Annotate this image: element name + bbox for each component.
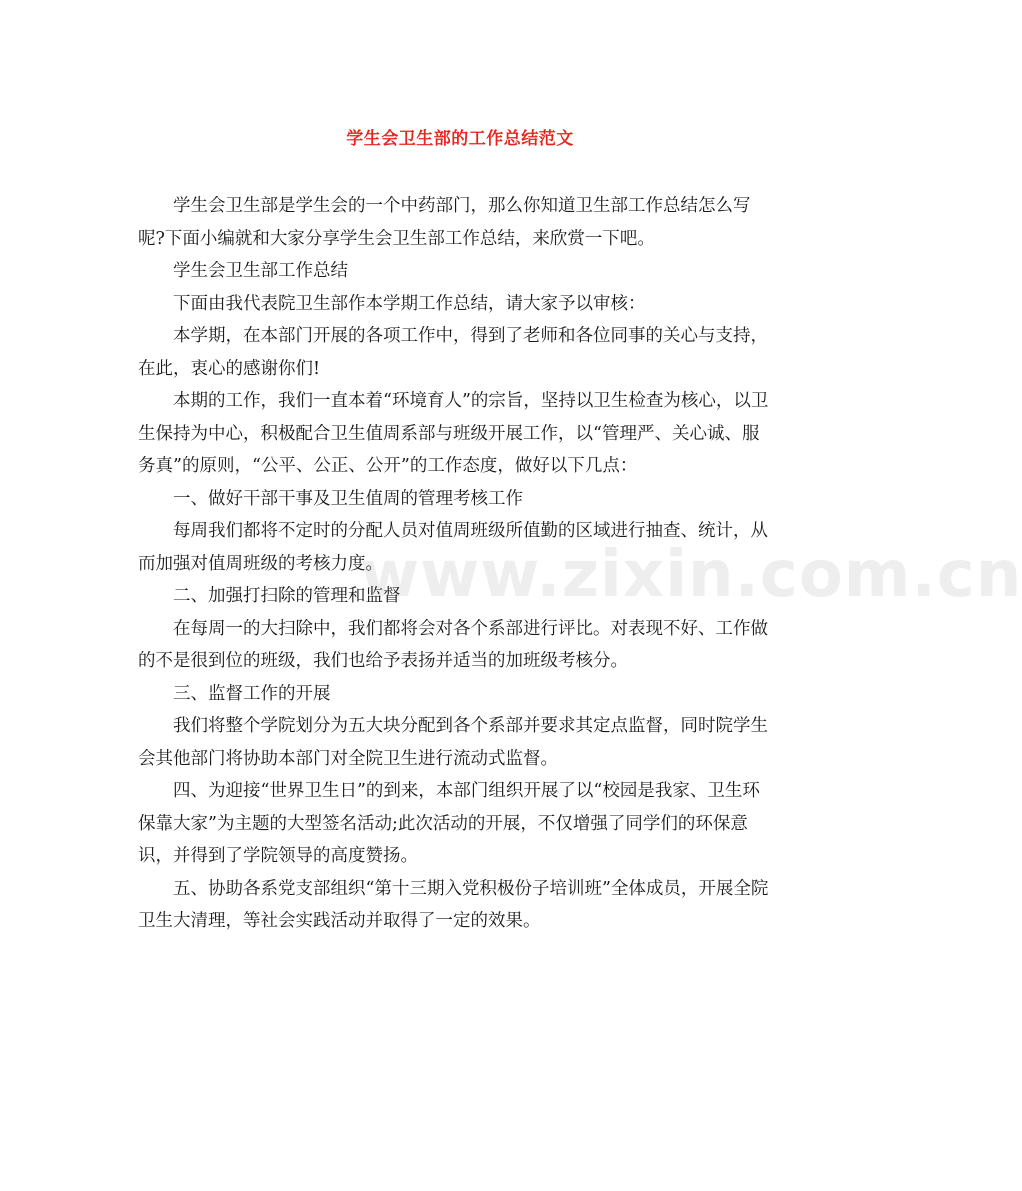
section-heading: 一、做好干部干事及卫生值周的管理考核工作 xyxy=(173,488,523,509)
paragraph: 每周我们都将不定时的分配人员对值周班级所值勤的区域进行抽查、统计，从而加强对值周班级的考核力度。 xyxy=(138,521,768,574)
paragraph: 我们将整个学院划分为五大块分配到各个系部并要求其定点监督，同时院学生会其他部门将协助本部门对全院卫生进行流动式监督。 xyxy=(138,716,768,769)
section-heading: 二、加强打扫除的管理和监督 xyxy=(173,586,401,606)
paragraph: 在每周一的大扫除中，我们都将会对各个系部进行评比。对表现不好、工作做的不是很到位的班级，我们也给予表扬并适当的加班级考核分。 xyxy=(138,618,768,671)
paragraph: 五、协助各系党支部组织“第十三期入党积极份子培训班”全体成员，开展全院卫生大清理，等社会实践活动并取得了一定的效果。 xyxy=(138,878,769,931)
paragraph-subtitle: 学生会卫生部工作总结 xyxy=(173,261,348,281)
watermark: www.zixin.com.cn xyxy=(360,538,1022,612)
paragraph: 四、为迎接“世界卫生日”的到来，本部门组织开展了以“校园是我家、卫生环保靠大家”为主题的大型签名活动;此次活动的开展，不仅增强了同学们的环保意识，并得到了学院领导的高度赞扬。 xyxy=(138,781,760,866)
paragraph: 本学期，在本部门开展的各项工作中，得到了老师和各位同事的关心与支持，在此，衷心的感谢你们! xyxy=(138,326,768,379)
section-heading: 三、监督工作的开展 xyxy=(173,683,331,704)
paragraph: 下面由我代表院卫生部作本学期工作总结，请大家予以审核： xyxy=(173,293,646,314)
document-body xyxy=(138,190,772,938)
document-title: 学生会卫生部的工作总结范文 xyxy=(346,129,574,149)
paragraph: 本期的工作，我们一直本着“环境育人”的宗旨，坚持以卫生检查为核心，以卫生保持为中心，积极配合卫生值周系部与班级开展工作，以“管理严、关心诚、服务真”的原则，“公平、公正、公开”的工作态度，做好以下几点： xyxy=(138,391,769,476)
paragraph-intro: 学生会卫生部是学生会的一个中药部门，那么你知道卫生部工作总结怎么写呢?下面小编就和大家分享学生会卫生部工作总结，来欣赏一下吧。 xyxy=(138,196,751,249)
